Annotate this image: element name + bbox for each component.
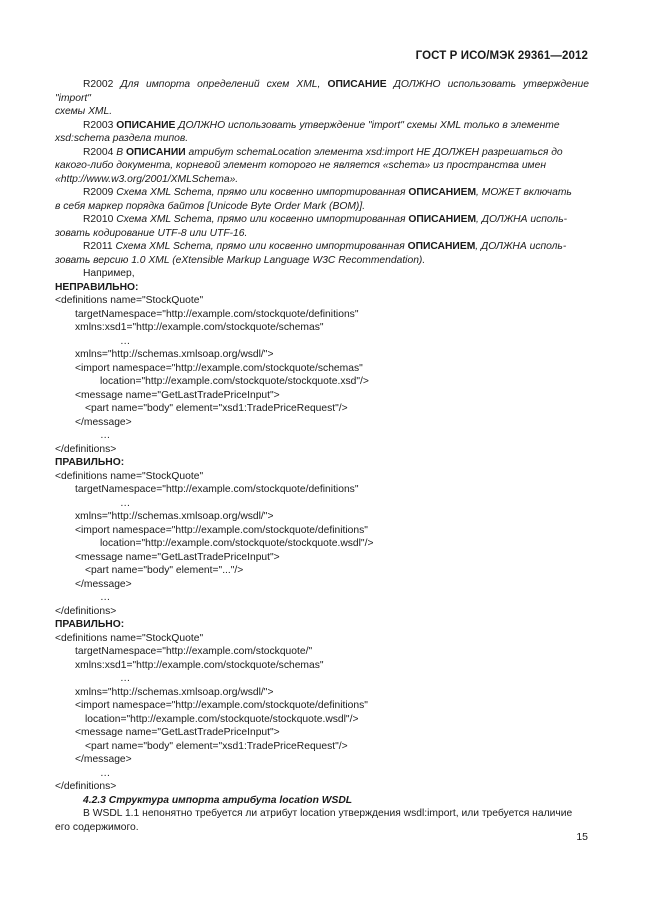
requirement-line: [55, 173, 589, 187]
requirement-text: R2011: [83, 241, 116, 252]
for-example-text: Например,: [83, 268, 135, 279]
code-line: <part name="body" element="xsd1:TradePriceRequest"/>: [85, 403, 348, 414]
document-header: ГОСТ Р ИСО/МЭК 29361—2012: [415, 50, 588, 62]
code-line: </message>: [75, 578, 132, 590]
term-bold: ОПИСАНИЕМ: [407, 241, 476, 252]
term-bold: ОПИСАНИЕ: [327, 79, 387, 90]
requirement-text: , ДОЛЖНА исполь-: [476, 214, 568, 225]
requirement-text: Для импорта определений схем XML,: [120, 79, 328, 90]
requirement-text: ДОЛЖНО использовать утверждение "import" схемы XML только в элементе: [175, 119, 560, 131]
code-line: <message name="GetLastTradePriceInput">: [75, 389, 280, 401]
requirement-paragraph: [55, 119, 589, 146]
requirement-line: [55, 240, 589, 254]
page-content: [55, 78, 589, 834]
code-line: targetNamespace="http://example.com/stockquote/": [75, 646, 313, 657]
code-line: <part name="body" element="xsd1:TradePriceRequest"/>: [85, 740, 348, 752]
requirement-text: атрибут schemaLocation элемента xsd:import НЕ ДОЛЖЕН разрешаться до: [185, 146, 563, 158]
code-line: </message>: [75, 754, 132, 765]
code-line: <message name="GetLastTradePriceInput">: [75, 551, 280, 563]
requirement-paragraph: [55, 240, 589, 267]
code-line: …: [100, 430, 111, 441]
code-line: …: [100, 767, 111, 779]
code-line: location="http://example.com/stockquote/stockquote.wsdl"/>: [85, 713, 359, 725]
code-line: xmlns:xsd1="http://example.com/stockquote/schemas": [75, 659, 324, 671]
code-line: <definitions name="StockQuote": [55, 470, 204, 482]
requirement-text: xsd:schema раздела типов.: [55, 133, 189, 144]
requirement-paragraph: [55, 186, 589, 213]
requirement-paragraph: [55, 146, 589, 187]
code-line: location="http://example.com/stockquote/stockquote.wsdl"/>: [100, 538, 374, 549]
code-line: …: [120, 673, 131, 684]
code-line: <import namespace="http://example.com/stockquote/schemas": [75, 362, 363, 374]
requirement-text: R2009: [83, 187, 117, 198]
code-line: …: [100, 592, 111, 603]
code-line: location="http://example.com/stockquote/stockquote.xsd"/>: [100, 376, 369, 387]
requirement-text: В: [116, 146, 126, 158]
code-line: …: [120, 335, 131, 347]
requirement-line: [55, 200, 589, 214]
code-line: …: [120, 497, 131, 509]
code-line: xmlns="http://schemas.xmlsoap.org/wsdl/">: [75, 511, 274, 522]
term-bold: ОПИСАНИИ: [125, 146, 186, 158]
correct-label: ПРАВИЛЬНО:: [55, 619, 125, 630]
requirement-line: [55, 186, 589, 200]
term-bold: ОПИСАНИЕМ: [408, 214, 477, 225]
code-line: </definitions>: [55, 781, 117, 792]
requirement-paragraph: [55, 78, 589, 119]
code-line: xmlns="http://schemas.xmlsoap.org/wsdl/">: [75, 349, 274, 360]
code-line: <definitions name="StockQuote": [55, 295, 204, 306]
requirement-text: схемы XML.: [55, 106, 113, 117]
code-line: <import namespace="http://example.com/stockquote/definitions": [75, 524, 368, 536]
incorrect-label: НЕПРАВИЛЬНО:: [55, 281, 139, 293]
correct-label: ПРАВИЛЬНО:: [55, 457, 125, 468]
requirement-text: R2010: [83, 214, 117, 225]
section-title: 4.2.3 Структура импорта атрибута location WSDL: [83, 794, 353, 806]
requirement-text: «http://www.w3.org/2001/XMLSchema».: [55, 173, 239, 185]
term-bold: ОПИСАНИЕ: [116, 119, 176, 131]
code-line: <message name="GetLastTradePriceInput">: [75, 727, 280, 738]
requirement-line: [55, 213, 589, 227]
code-line: xmlns="http://schemas.xmlsoap.org/wsdl/">: [75, 686, 274, 698]
section-body-line-1: В WSDL 1.1 непонятно требуется ли атрибут location утверждения wsdl:import, или требуется наличие: [83, 808, 573, 819]
code-line: targetNamespace="http://example.com/stockquote/definitions": [75, 484, 359, 495]
requirement-line: [55, 105, 589, 119]
code-line: xmlns:xsd1="http://example.com/stockquote/schemas": [75, 322, 324, 333]
page-number: 15: [576, 831, 588, 843]
requirement-line: [55, 119, 589, 133]
requirement-paragraph: [55, 213, 589, 240]
code-line: <part name="body" element="..."/>: [85, 565, 244, 576]
code-line: <definitions name="StockQuote": [55, 632, 204, 644]
examples-list: [55, 281, 589, 794]
requirement-line: [55, 146, 589, 160]
requirement-text: , МОЖЕТ включать: [476, 187, 572, 198]
requirement-line: [55, 159, 589, 173]
requirement-text: зовать кодирование UTF-8 или UTF-16.: [55, 227, 248, 239]
requirement-text: в себя маркер порядка байтов [Unicode Byte Order Mark (BOM)].: [55, 200, 366, 212]
code-line: <import namespace="http://example.com/stockquote/definitions": [75, 700, 368, 711]
requirement-text: , ДОЛЖНА исполь-: [475, 241, 567, 252]
requirement-line: [55, 254, 589, 268]
requirement-text: Схема XML Schema, прямо или косвенно импортированная: [115, 241, 408, 252]
requirement-text: Схема XML Schema, прямо или косвенно импортированная: [116, 214, 409, 225]
section-body-line-2: его содержимого.: [55, 821, 139, 833]
code-line: </definitions>: [55, 605, 117, 617]
requirement-text: зовать версию 1.0 XML (eXtensible Markup Language W3C Recommendation).: [55, 254, 426, 266]
requirement-line: [55, 132, 589, 146]
code-line: </definitions>: [55, 443, 117, 455]
requirement-line: [55, 227, 589, 241]
requirement-text: R2002: [83, 79, 121, 90]
code-line: </message>: [75, 416, 132, 428]
requirement-text: Схема XML Schema, прямо или косвенно импортированная: [116, 187, 409, 198]
requirement-text: ДОЛЖНО использовать утверждение "import": [55, 79, 589, 104]
requirements-list: [55, 78, 589, 267]
code-line: targetNamespace="http://example.com/stockquote/definitions": [75, 308, 359, 320]
requirement-line: [55, 78, 589, 105]
requirement-text: какого-либо документа, корневой элемент которого не является «schema» из пространства имен: [55, 160, 547, 171]
term-bold: ОПИСАНИЕМ: [408, 187, 477, 198]
requirement-text: R2003: [83, 119, 117, 131]
requirement-text: R2004: [83, 146, 117, 158]
